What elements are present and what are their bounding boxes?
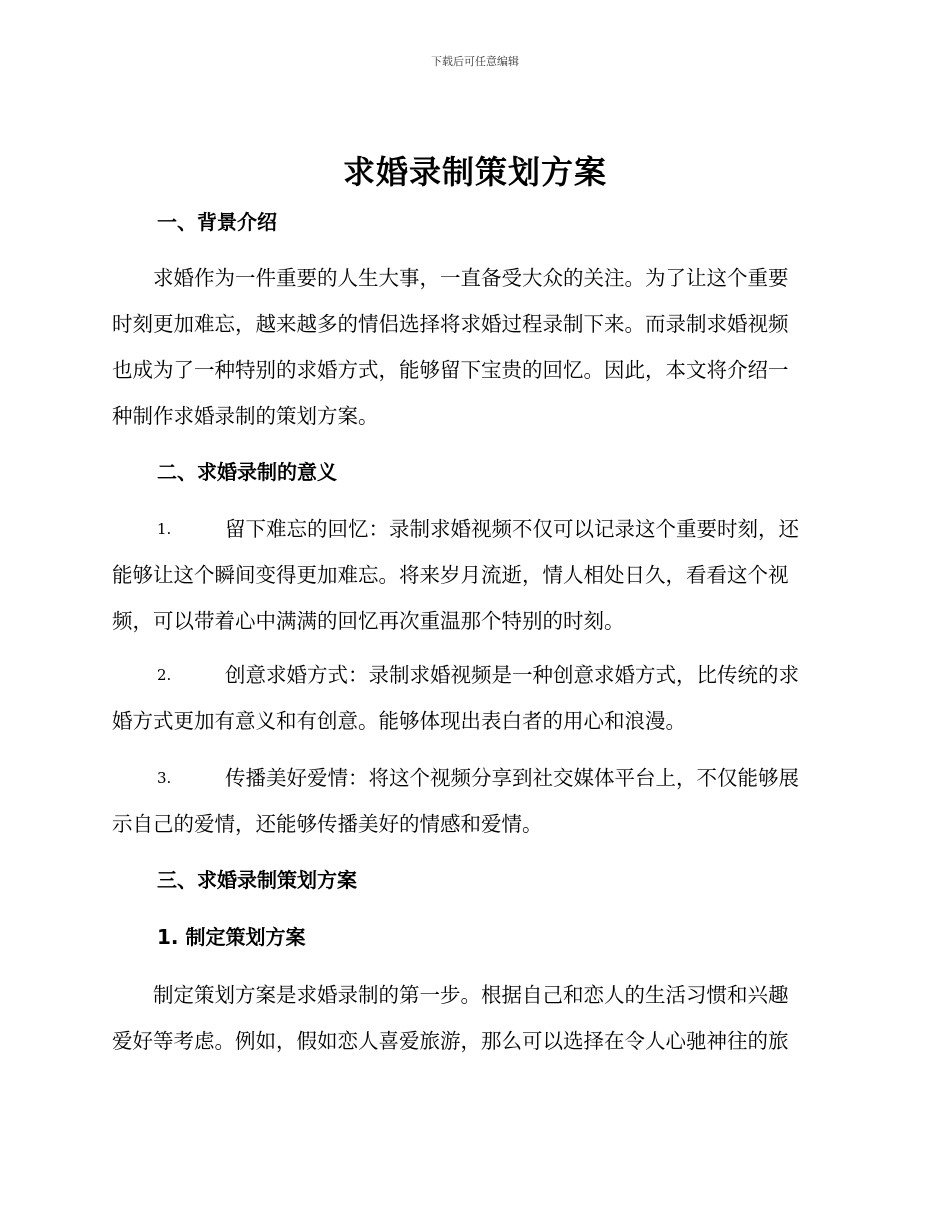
list-item-2 <box>112 652 836 744</box>
list-item-first-line <box>112 652 836 698</box>
paragraph-plan <box>112 972 836 1064</box>
list-item-1 <box>112 506 836 644</box>
paragraph-background <box>112 255 836 439</box>
list-item-first-line <box>112 755 836 801</box>
text-line: 频，可以带着心中满满的回忆再次重温那个特别的时刻。 <box>112 609 625 633</box>
list-item-text: 传播美好爱情：将这个视频分享到社交媒体平台上，不仅能够展 <box>225 766 799 790</box>
text-line: 种制作求婚录制的策划方案。 <box>112 404 379 428</box>
text-line: 时刻更加难忘，越来越多的情侣选择将求婚过程录制下来。而录制求婚视频 <box>112 312 789 336</box>
text-line: 能够让这个瞬间变得更加难忘。将来岁月流逝，情人相处日久，看看这个视 <box>112 563 789 587</box>
text-line: 制定策划方案是求婚录制的第一步。根据自己和恋人的生活习惯和兴趣 <box>112 983 789 1007</box>
section-heading-plan: 三、求婚录制策划方案 <box>157 868 357 892</box>
section-heading-background: 一、背景介绍 <box>157 210 277 234</box>
text-line: 示自己的爱情，还能够传播美好的情感和爱情。 <box>112 812 543 836</box>
text-line: 求婚作为一件重要的人生大事，一直备受大众的关注。为了让这个重要 <box>112 266 789 290</box>
list-item-first-line <box>112 506 836 552</box>
list-number: 3. <box>157 769 172 787</box>
list-item-3 <box>112 755 836 847</box>
list-item-text: 留下难忘的回忆：录制求婚视频不仅可以记录这个重要时刻，还 <box>225 517 799 541</box>
text-line: 也成为了一种特别的求婚方式，能够留下宝贵的回忆。因此，本文将介绍一 <box>112 358 789 382</box>
text-line: 爱好等考虑。例如，假如恋人喜爱旅游，那么可以选择在令人心驰神往的旅 <box>112 1029 789 1053</box>
document-title: 求婚录制策划方案 <box>342 153 607 191</box>
section-heading-significance: 二、求婚录制的意义 <box>157 460 337 484</box>
list-number: 2. <box>157 666 172 684</box>
list-item-text: 创意求婚方式：录制求婚视频是一种创意求婚方式，比传统的求 <box>225 663 799 687</box>
list-number: 1. <box>157 520 172 538</box>
subsection-heading-plan: 1. 制定策划方案 <box>157 925 306 949</box>
page-header-note: 下载后可任意编辑 <box>431 55 519 68</box>
text-line: 婚方式更加有意义和有创意。能够体现出表白者的用心和浪漫。 <box>112 709 686 733</box>
